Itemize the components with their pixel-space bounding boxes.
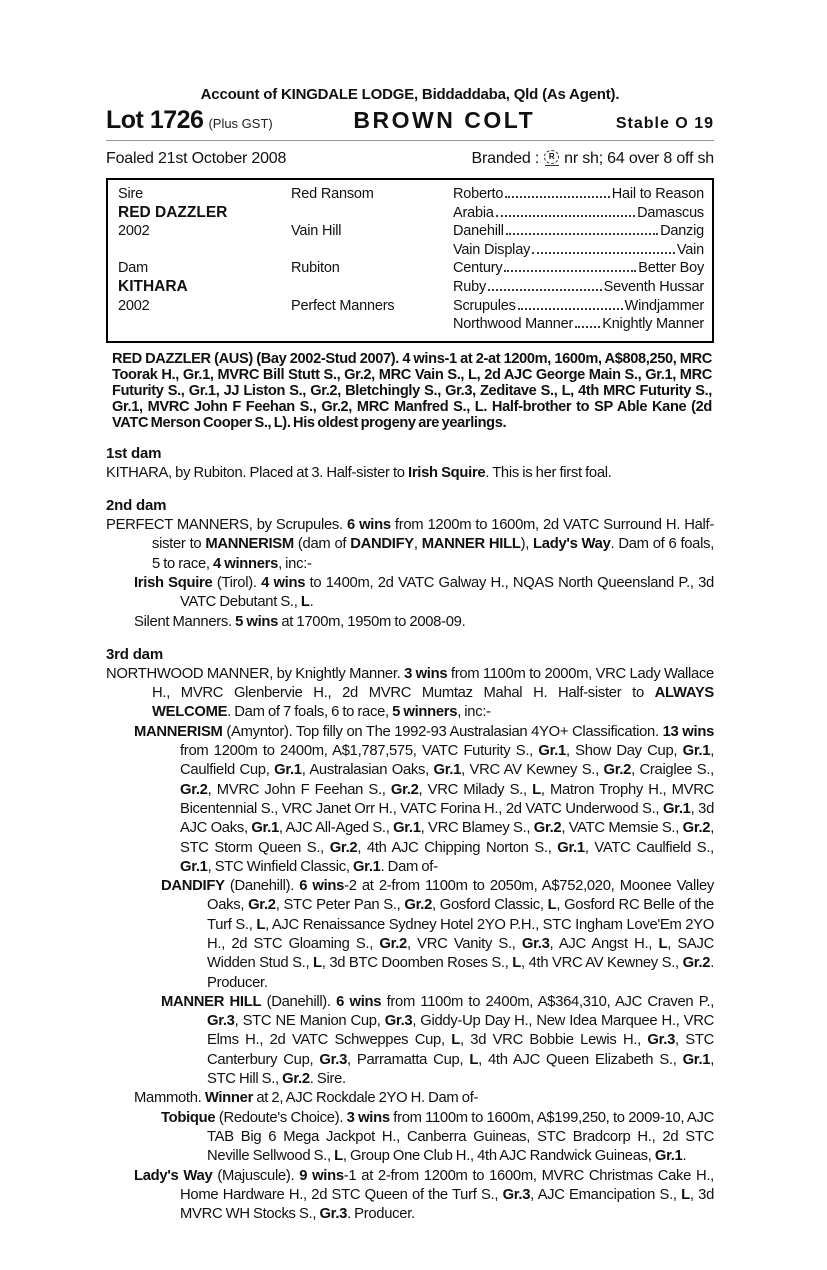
bold-horse-name: MANNERISM (205, 536, 294, 553)
bold-horse-name: L (313, 955, 322, 972)
text-segment: , VATC Caulfield S., (584, 839, 714, 856)
text-segment: , Gosford RC Belle of the Turf S., (207, 897, 714, 933)
text-segment: , 3d BTC Doomben Roses S., (321, 955, 513, 972)
pedigree-parent-cell: Vain Hill (291, 223, 342, 240)
text-segment: , STC Hill S., (207, 1051, 714, 1088)
text-segment: (Danehill). (224, 878, 300, 895)
bold-horse-name: Gr.1 (538, 743, 566, 760)
bold-horse-name: Gr.3 (502, 1186, 531, 1203)
text-segment: (Redoute's Choice). (215, 1109, 347, 1126)
text-segment: -1 at 2-from 1200m to 1600m, MVRC Christmas Cake H., Home Hardware H., 2d STC Queen of the Turf S., (180, 1167, 714, 1203)
bold-horse-name: MANNER HILL (421, 536, 521, 553)
branded-prefix: Branded : (471, 150, 540, 167)
bold-horse-name: Gr.2 (533, 820, 562, 837)
text-segment: from 1200m to 1600m, 2d VATC Surround H. Half-sister to (152, 517, 714, 553)
text-segment: ), (520, 536, 534, 553)
dot-leader (506, 233, 658, 235)
text-segment: . Producer. (207, 955, 714, 991)
text-segment: , STC Storm Queen S., (180, 820, 715, 856)
text-segment: . (682, 1148, 687, 1165)
text-segment: , Matron Trophy H., MVRC Bicentennial S., VRC Janet Orr H., VATC Forina H., 2d VATC Underwood S., (180, 781, 715, 817)
bold-horse-name: ALWAYS WELCOME (152, 685, 714, 721)
bold-horse-name: Gr.3 (521, 935, 550, 952)
text-segment: . Dam of 7 foals, 6 to race, (227, 704, 393, 721)
bold-horse-name: 6 wins (346, 517, 391, 534)
grandsire-name: Vain Display (453, 241, 531, 258)
brand-letter: R (544, 150, 559, 164)
bold-horse-name: Gr.1 (654, 1148, 683, 1165)
text-segment: , Parramatta Cup, (347, 1051, 470, 1068)
bold-horse-name: MANNERISM (134, 723, 223, 740)
pedigree-row (118, 185, 704, 204)
bold-horse-name: 5 wins (235, 613, 279, 630)
pedigree-paragraph (106, 1167, 714, 1225)
text-segment: Silent Manners. (134, 613, 236, 630)
dam-sections (106, 445, 714, 1225)
bold-horse-name: Gr.1 (352, 858, 381, 875)
bold-horse-name: L (658, 935, 668, 952)
pedigree-row (118, 259, 704, 278)
bold-horse-name: Tobique (161, 1109, 216, 1126)
grandsire-name: Arabia (453, 204, 494, 221)
pedigree-grandparent-cell (453, 315, 704, 334)
text-segment: , Gosford Classic, (432, 897, 548, 914)
branded-description: nr sh; 64 over 8 off sh (564, 150, 714, 167)
pedigree-grandparent-cell (453, 278, 704, 297)
dot-leader (488, 289, 602, 291)
bold-horse-name: L (300, 594, 310, 611)
text-segment: , SAJC Widden Stud S., (207, 935, 714, 972)
dot-leader (532, 252, 675, 254)
text-segment: , (413, 536, 422, 553)
text-segment: PERFECT MANNERS, by Scrupules. (106, 517, 347, 534)
text-segment: , VATC Memsie S., (561, 820, 683, 837)
grandsire-name: Northwood Manner (453, 316, 574, 333)
grandsire-name: Roberto (453, 186, 504, 202)
pedigree-row (118, 222, 704, 241)
bold-horse-name: Gr.1 (251, 820, 279, 837)
bold-horse-name: 3 wins (404, 665, 448, 682)
text-segment: , Caulfield Cup, (180, 743, 715, 779)
granddam-name: Vain (676, 241, 704, 258)
text-segment: (dam of (293, 536, 351, 553)
pedigree-row (118, 204, 704, 223)
pedigree-grandparent-cell (453, 185, 704, 204)
section-heading: 3rd dam (106, 645, 163, 663)
granddam-name: Hail to Reason (611, 186, 704, 202)
text-segment: . Sire. (309, 1071, 346, 1088)
text-segment: , Show Day Cup, (565, 743, 683, 760)
bold-horse-name: Irish Squire (408, 464, 486, 481)
bold-horse-name: Lady's Way (134, 1167, 213, 1184)
pedigree-parent-cell: Rubiton (291, 260, 340, 277)
pedigree-paragraph (106, 877, 714, 993)
text-segment: . Producer. (347, 1206, 415, 1223)
text-segment: from 1100m to 2400m, A$364,310, AJC Craven P., (381, 993, 715, 1010)
bold-horse-name: Gr.2 (682, 820, 711, 837)
text-segment: , Group One Club H., 4th AJC Randwick Guineas, (342, 1148, 655, 1165)
pedigree-name-cell: 2002 (118, 297, 150, 314)
pedigree-table (106, 178, 714, 343)
text-segment: , VRC Vanity S., (406, 935, 522, 952)
dot-leader (505, 196, 610, 198)
bold-horse-name: Irish Squire (134, 574, 213, 591)
text-segment: from 1200m to 2400m, A$1,787,575, VATC Futurity S., (180, 743, 539, 760)
grandsire-name: Danehill (453, 223, 504, 240)
bold-horse-name: Lady's Way (533, 536, 611, 553)
pedigree-paragraph (106, 613, 714, 632)
pedigree-paragraph (106, 723, 714, 877)
text-segment: (Danehill). (261, 993, 337, 1010)
bold-horse-name: Gr.3 (384, 1013, 413, 1030)
pedigree-paragraph (106, 1109, 714, 1167)
brand-icon (544, 150, 559, 166)
text-segment: , STC Peter Pan S., (275, 897, 405, 914)
bold-horse-name: Winner (204, 1090, 254, 1107)
pedigree-row (118, 278, 704, 297)
dot-leader (496, 215, 635, 217)
granddam-name: Better Boy (638, 260, 704, 277)
bold-horse-name: 5 winners (392, 704, 458, 721)
account-line: Account of KINGDALE LODGE, Biddaddaba, Qld (As Agent). (200, 86, 620, 103)
pedigree-paragraph (106, 665, 714, 723)
bold-horse-name: Gr.1 (682, 1051, 711, 1068)
pedigree-paragraph (106, 574, 714, 613)
text-segment: , STC Canterbury Cup, (207, 1032, 714, 1068)
pedigree-parent-cell: Perfect Manners (291, 297, 395, 314)
dot-leader (575, 326, 600, 328)
bold-horse-name: L (681, 1186, 690, 1203)
text-segment: , AJC Renaissance Sydney Hotel 2YO P.H., STC Ingham Love'Em 2YO H., 2d STC Gloaming S., (207, 916, 714, 952)
text-segment: . This is her first foal. (485, 464, 612, 481)
text-segment: from 1100m to 2000m, VRC Lady Wallace H., MVRC Glenbervie H., 2d MVRC Mumtaz Mahal H. Half-sister to (152, 665, 714, 702)
section-heading: 2nd dam (106, 497, 167, 515)
pedigree-name-cell: RED DAZZLER (118, 203, 228, 221)
text-segment: , AJC Angst H., (549, 935, 659, 952)
bold-horse-name: Gr.2 (180, 781, 208, 798)
bold-horse-name: Gr.1 (393, 820, 421, 837)
pedigree-name-cell: Sire (118, 186, 143, 202)
dot-leader (518, 308, 623, 310)
horse-title: BROWN COLT (353, 107, 536, 133)
bold-horse-name: L (256, 916, 266, 933)
bold-horse-name: Gr.2 (282, 1071, 310, 1088)
header-divider (106, 140, 714, 141)
bold-horse-name: L (451, 1032, 461, 1049)
text-segment: , inc:- (457, 704, 491, 721)
bold-horse-name: L (334, 1148, 343, 1165)
branded-info (472, 150, 714, 170)
bold-horse-name: Gr.3 (647, 1032, 676, 1049)
lot-header-row (106, 106, 714, 135)
pedigree-grandparent-cell (453, 259, 704, 278)
text-segment: , 4th AJC Queen Elizabeth S., (478, 1051, 683, 1068)
text-segment: , VRC Milady S., (418, 781, 533, 798)
text-segment: , Giddy-Up Day H., New Idea Marquee H., VRC Elms H., 2d VATC Schweppes Cup, (207, 1013, 714, 1049)
bold-horse-name: L (469, 1051, 479, 1068)
text-segment: (Tirol). (212, 574, 262, 591)
text-segment: , MVRC John F Feehan S., (207, 781, 391, 798)
bold-horse-name: MANNER HILL (161, 993, 262, 1010)
text-segment: , 4th AJC Chipping Norton S., (357, 839, 558, 856)
bold-horse-name: Gr.1 (557, 839, 585, 856)
text-segment: , Australasian Oaks, (301, 762, 434, 779)
granddam-name: Damascus (637, 204, 704, 221)
text-segment: , STC NE Manion Cup, (234, 1013, 385, 1030)
bold-horse-name: Gr.1 (274, 762, 302, 779)
bold-horse-name: Gr.3 (207, 1013, 235, 1030)
pedigree-grandparent-cell (453, 222, 704, 241)
pedigree-parent-cell: Red Ransom (291, 186, 374, 202)
grandsire-name: Ruby (453, 278, 487, 295)
bold-horse-name: L (512, 955, 522, 972)
bold-horse-name: Gr.1 (180, 858, 208, 875)
bold-horse-name: 9 wins (299, 1167, 344, 1184)
bold-horse-name: Gr.2 (404, 897, 432, 914)
bold-horse-name: Gr.2 (248, 897, 276, 914)
bold-horse-name: 4 wins (261, 574, 306, 591)
gst-note: (Plus GST) (208, 116, 273, 131)
text-segment: at 2, AJC Rockdale 2YO H. Dam of- (253, 1090, 479, 1107)
text-segment: , inc:- (278, 555, 312, 572)
bold-horse-name: Gr.2 (682, 955, 711, 972)
brand-underline (545, 165, 559, 166)
text-segment: , Craiglee S., (631, 762, 714, 779)
pedigree-paragraph (106, 1089, 714, 1108)
bold-horse-name: 13 wins (662, 723, 714, 740)
text-segment: , 3d AJC Oaks, (180, 800, 714, 837)
bold-horse-name: Gr.3 (319, 1206, 348, 1223)
bold-horse-name: DANDIFY (350, 536, 414, 553)
foaled-date: Foaled 21st October 2008 (106, 150, 287, 167)
page-content (106, 86, 714, 1224)
text-segment: Mammoth. (134, 1090, 205, 1107)
bold-horse-name: 4 winners (213, 555, 279, 572)
pedigree-row (118, 241, 704, 260)
bold-horse-name: Gr.1 (433, 762, 462, 779)
pedigree-name-cell: KITHARA (118, 277, 188, 295)
text-segment: from 1100m to 1600m, A$199,250, to 2009-10, AJC TAB Big 6 Mega Jackpot H., Canberra Guineas, STC Bradcorp H., 2d STC Neville Sellwood S., (207, 1109, 714, 1165)
bold-horse-name: 6 wins (299, 878, 345, 895)
grandsire-name: Century (453, 260, 503, 277)
bold-horse-name: L (547, 897, 557, 914)
text-segment: to 1400m, 2d VATC Galway H., NQAS North Queensland P., 3d VATC Debutant S., (180, 574, 714, 611)
text-segment: , AJC Emancipation S., (530, 1186, 682, 1203)
bold-horse-name: Gr.2 (329, 839, 358, 856)
pedigree-row (118, 297, 704, 316)
pedigree-grandparent-cell (453, 204, 704, 223)
text-segment: at 1700m, 1950m to 2008-09. (278, 613, 466, 630)
bold-horse-name: 6 wins (336, 993, 382, 1010)
text-segment: . Dam of- (380, 858, 438, 875)
text-segment: , 3d VRC Bobbie Lewis H., (460, 1032, 648, 1049)
granddam-name: Knightly Manner (602, 316, 704, 333)
text-segment: -2 at 2-from 1100m to 2050m, A$752,020, Moonee Valley Oaks, (207, 878, 714, 914)
pedigree-grandparent-cell (453, 241, 704, 260)
bold-horse-name: 3 wins (346, 1109, 390, 1126)
bold-horse-name: Gr.2 (390, 781, 419, 798)
grandsire-name: Scrupules (453, 297, 516, 314)
text-segment: , VRC AV Kewney S., (461, 762, 604, 779)
text-segment: , VRC Blamey S., (420, 820, 534, 837)
stable-label: Stable O 19 (615, 115, 714, 132)
pedigree-paragraph (106, 993, 714, 1089)
lot-number: Lot 1726 (106, 106, 204, 134)
dot-leader (504, 270, 636, 272)
pedigree-name-cell: 2002 (118, 223, 150, 240)
bold-horse-name: Gr.2 (379, 935, 407, 952)
bold-horse-name: Gr.3 (319, 1051, 348, 1068)
text-segment: NORTHWOOD MANNER, by Knightly Manner. (106, 665, 405, 682)
bold-horse-name: Gr.2 (603, 762, 632, 779)
granddam-name: Danzig (660, 223, 704, 240)
text-segment: , 4th VRC AV Kewney S., (521, 955, 683, 972)
bold-horse-name: Gr.1 (682, 743, 711, 760)
text-segment: . (309, 594, 314, 611)
text-segment: , AJC All-Aged S., (278, 820, 394, 837)
bold-horse-name: Gr.1 (662, 800, 691, 817)
text-segment: . Dam of 6 foals, 5 to race, (152, 536, 715, 572)
text-segment: , 3d MVRC WH Stocks S., (180, 1186, 714, 1223)
bold-horse-name: DANDIFY (161, 878, 225, 895)
text-segment: , STC Winfield Classic, (207, 858, 353, 875)
pedigree-name-cell: Dam (118, 260, 149, 277)
sire-summary: RED DAZZLER (AUS) (Bay 2002-Stud 2007). 4 wins-1 at 2-at 1200m, 1600m, A$808,250, MRC Toorak H., Gr.1, MVRC Bill Stutt S., Gr.2, MRC Vain S., L, 2d AJC George Main S., Gr.1, MRC Futurity S., Gr.1, JJ Liston S., Gr.2, Bletchingly S., Gr.3, Zeditave S., L, 4th MRC Futurity S., Gr.1, MVRC John F Feehan S., Gr.2, MRC Manfred S., L. Half-brother to SP Able Kane (2d VATC Merson Cooper S., L). His oldest progeny are yearlings. (112, 350, 712, 431)
foaled-row (106, 150, 714, 170)
granddam-name: Seventh Hussar (603, 278, 704, 295)
text-segment: (Amyntor). Top filly on The 1992-93 Australasian 4YO+ Classification. (222, 723, 663, 740)
pedigree-paragraph (106, 516, 714, 574)
section-heading: 1st dam (106, 444, 162, 462)
pedigree-grandparent-cell (453, 297, 704, 316)
text-segment: (Majuscule). (212, 1167, 300, 1184)
pedigree-row (118, 315, 704, 334)
bold-horse-name: L (532, 781, 541, 798)
granddam-name: Windjammer (624, 297, 704, 314)
pedigree-paragraph (106, 464, 714, 483)
text-segment: KITHARA, by Rubiton. Placed at 3. Half-sister to (106, 464, 409, 481)
